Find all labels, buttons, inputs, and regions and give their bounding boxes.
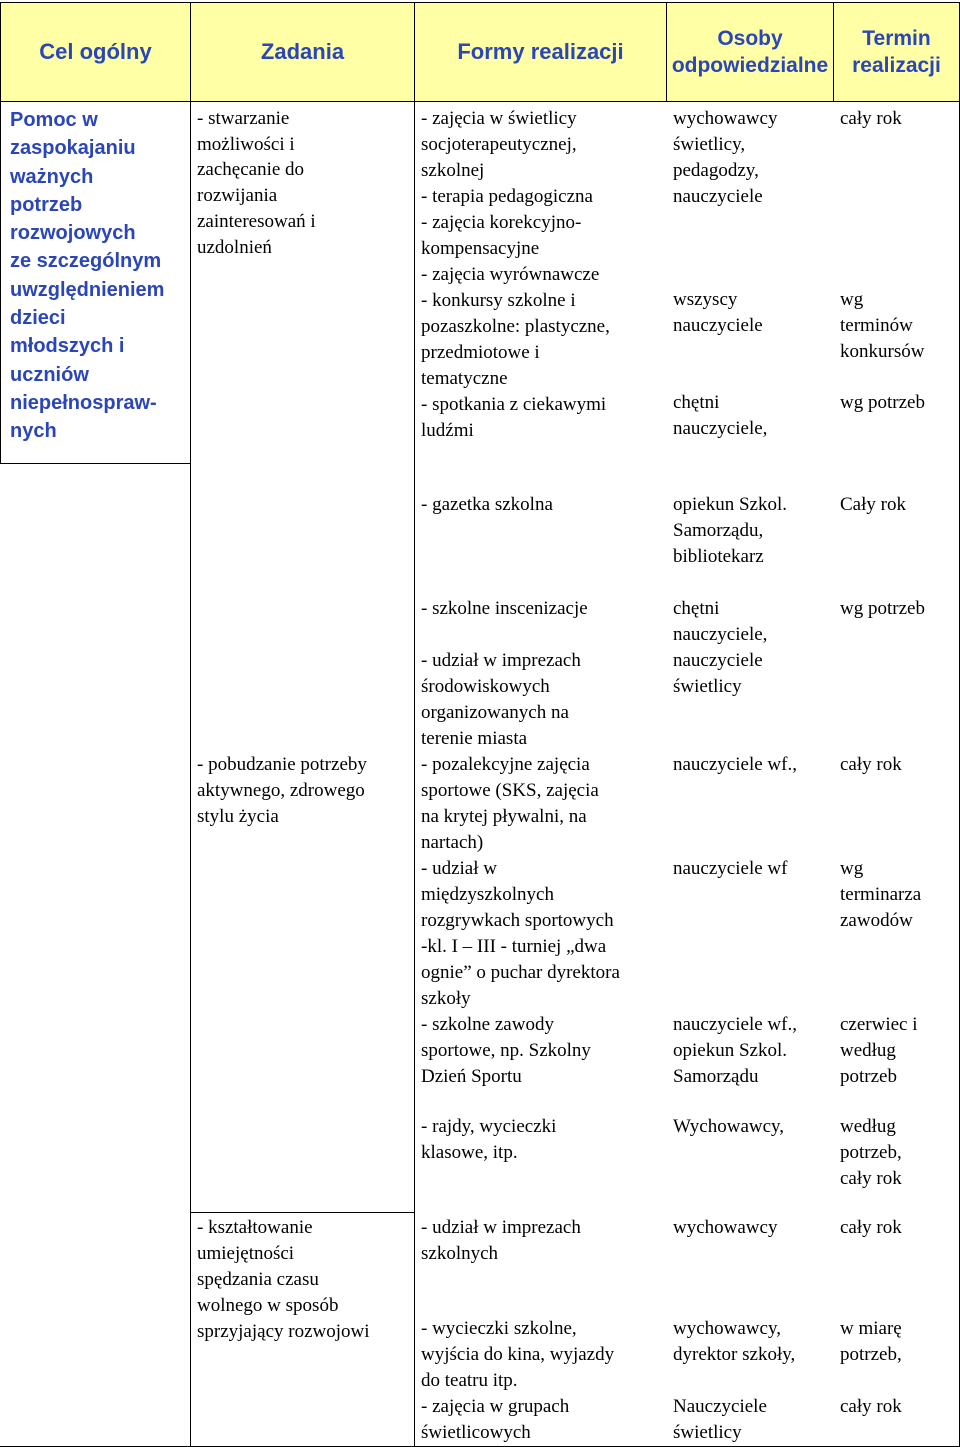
task-1: - stwarzanie możliwości i zachęcanie do rozwijania zainteresowań i uzdolnień — [197, 108, 316, 258]
form-cell: - zajęcia w świetlicy socjoterapeutycznej, szkolnej - terapia pedagogiczna - zajęcia korekcyjno- kompensacyjne - zajęcia wyrównawcze - konkursy szkolne i pozaszkolne: plastyczne, przedmiotowe i tematyczne - spotkania z ciekawymi ludźmi — [421, 108, 610, 441]
responsible-cell: Wychowawcy, — [673, 1116, 785, 1137]
deadline-cell: Cały rok — [840, 494, 906, 515]
header-responsible: Osoby odpowiedzialne — [671, 26, 829, 77]
deadline-cell: wg terminarza zawodów — [840, 858, 922, 931]
column-divider-2 — [414, 2, 415, 1447]
form-cell: - wycieczki szkolne, wyjścia do kina, wyjazdy do teatru itp. - zajęcia w grupach świetlicowych — [421, 1318, 615, 1443]
form-cell: - szkolne inscenizacje - udział w imprezach środowiskowych organizowanych na terenie miasta — [421, 598, 588, 749]
deadline-cell: wg terminów konkursów — [840, 289, 925, 362]
responsible-cell: wychowawcy, dyrektor szkoły, Nauczyciele świetlicy — [673, 1318, 796, 1443]
header-deadline: Termin realizacji — [852, 26, 941, 77]
deadline-cell: w miarę potrzeb, cały rok — [840, 1318, 902, 1417]
form-cell: - udział w imprezach szkolnych — [421, 1217, 581, 1264]
form-cell: - szkolne zawody sportowe, np. Szkolny Dzień Sportu — [421, 1014, 591, 1087]
border-left-goal — [0, 101, 1, 463]
responsible-cell: opiekun Szkol. Samorządu, bibliotekarz — [673, 494, 787, 567]
deadline-cell: cały rok — [840, 108, 902, 129]
responsible-cell: wychowawcy świetlicy, pedagodzy, nauczyciele — [673, 108, 778, 207]
general-goal: Pomoc w zaspokajaniu ważnych potrzeb rozwojowych ze szczególnym uwzględnieniem dzieci młodszych i uczniów niepełnospraw- nych — [10, 109, 165, 443]
goal-cell-bottom — [0, 463, 190, 464]
deadline-cell: wg potrzeb — [840, 392, 925, 413]
header-goal: Cel ogólny — [39, 39, 152, 64]
deadline-cell: wg potrzeb — [840, 598, 925, 619]
deadline-cell: cały rok — [840, 754, 902, 775]
task-3: - kształtowanie umiejętności spędzania czasu wolnego w sposób sprzyjający rozwojowi — [197, 1217, 370, 1342]
header-tasks: Zadania — [260, 39, 345, 64]
form-cell: - gazetka szkolna — [421, 494, 553, 515]
responsible-cell: chętni nauczyciele, nauczyciele świetlicy — [673, 598, 768, 697]
header-forms: Formy realizacji — [457, 39, 624, 64]
column-divider-1 — [190, 2, 191, 1447]
form-cell: - pozalekcyjne zajęcia sportowe (SKS, zajęcia na krytej pływalni, na nartach) — [421, 754, 599, 853]
responsible-cell: nauczyciele wf., — [673, 754, 797, 775]
form-cell: - udział w międzyszkolnych rozgrywkach sportowych -kl. I – III - turniej „dwa ognie” o puchar dyrektora szkoły — [421, 858, 620, 1009]
responsible-cell: chętni nauczyciele, — [673, 392, 768, 439]
task-2: - pobudzanie potrzeby aktywnego, zdrowego stylu życia — [197, 754, 367, 827]
responsible-cell: wszyscy nauczyciele — [673, 289, 763, 336]
deadline-cell: czerwiec i według potrzeb — [840, 1014, 918, 1087]
responsible-cell: nauczyciele wf — [673, 858, 788, 879]
responsible-cell: nauczyciele wf., opiekun Szkol. Samorządu — [673, 1014, 797, 1087]
form-cell: - rajdy, wycieczki klasowe, itp. — [421, 1116, 557, 1163]
task-divider — [190, 1212, 414, 1213]
deadline-cell: cały rok — [840, 1217, 902, 1238]
header-divider — [0, 101, 960, 102]
responsible-cell: wychowawcy — [673, 1217, 778, 1238]
deadline-cell: według potrzeb, cały rok — [840, 1116, 902, 1189]
